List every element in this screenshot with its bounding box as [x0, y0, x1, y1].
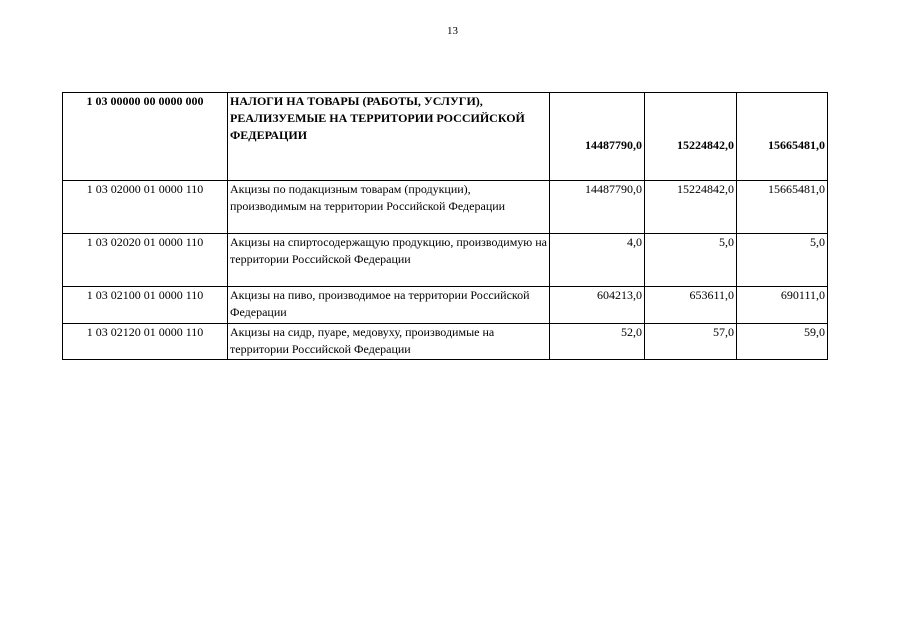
revenue-name: Акцизы по подакцизным товарам (продукции), производимым на территории Российской Федерации — [228, 181, 550, 234]
amount-year-3: 15665481,0 — [737, 181, 828, 234]
amount-year-1: 604213,0 — [550, 287, 645, 324]
amount-year-3: 690111,0 — [737, 287, 828, 324]
amount-year-1: 52,0 — [550, 324, 645, 360]
amount-year-2: 15224842,0 — [645, 181, 737, 234]
revenue-name: Акцизы на спиртосодержащую продукцию, производимую на территории Российской Федерации — [228, 234, 550, 287]
budget-revenue-table — [62, 92, 828, 360]
table-row — [63, 181, 828, 234]
page-number: 13 — [447, 25, 458, 37]
amount-year-3: 59,0 — [737, 324, 828, 360]
amount-year-1: 14487790,0 — [550, 181, 645, 234]
amount-year-2: 5,0 — [645, 234, 737, 287]
table-row — [63, 324, 828, 360]
table-row — [63, 234, 828, 287]
amount-year-2: 15224842,0 — [645, 93, 737, 181]
table-row — [63, 93, 828, 181]
budget-code: 1 03 02020 01 0000 110 — [63, 234, 228, 287]
amount-year-3: 5,0 — [737, 234, 828, 287]
revenue-name: Акцизы на сидр, пуаре, медовуху, производимые на территории Российской Федерации — [228, 324, 550, 360]
budget-code: 1 03 02000 01 0000 110 — [63, 181, 228, 234]
revenue-name: НАЛОГИ НА ТОВАРЫ (РАБОТЫ, УСЛУГИ), РЕАЛИЗУЕМЫЕ НА ТЕРРИТОРИИ РОССИЙСКОЙ ФЕДЕРАЦИИ — [228, 93, 550, 181]
amount-year-1: 4,0 — [550, 234, 645, 287]
table-row — [63, 287, 828, 324]
amount-year-3: 15665481,0 — [737, 93, 828, 181]
amount-year-1: 14487790,0 — [550, 93, 645, 181]
amount-year-2: 57,0 — [645, 324, 737, 360]
budget-code: 1 03 02100 01 0000 110 — [63, 287, 228, 324]
revenue-name: Акцизы на пиво, производимое на территории Российской Федерации — [228, 287, 550, 324]
amount-year-2: 653611,0 — [645, 287, 737, 324]
budget-code: 1 03 02120 01 0000 110 — [63, 324, 228, 360]
budget-code: 1 03 00000 00 0000 000 — [63, 93, 228, 181]
